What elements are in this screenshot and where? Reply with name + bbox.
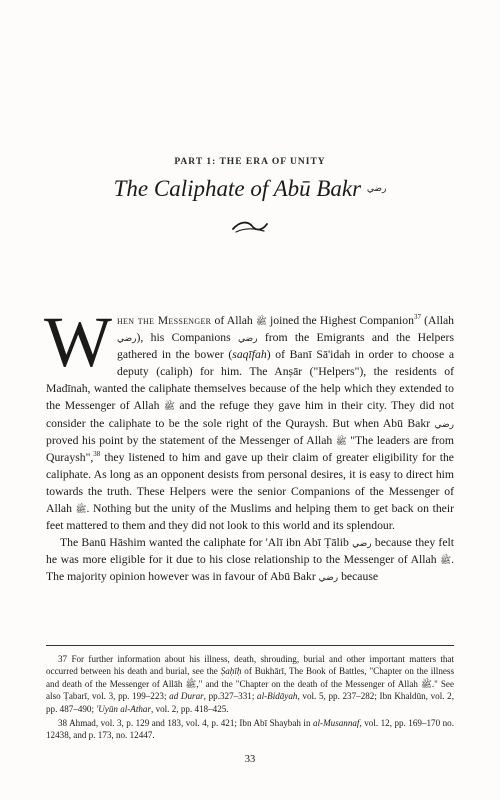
text-span: from the Emigrants and the Helpers gathered in the bower ( bbox=[116, 331, 454, 362]
honorific-icon: رضي bbox=[318, 572, 339, 583]
text-span: ." See also Ṭabarī, vol. 3, pp. 199–223; bbox=[46, 678, 455, 702]
text-span: , pp.327–331; bbox=[203, 691, 258, 702]
paragraph-1 bbox=[44, 302, 455, 534]
honorific-symbol: رضي bbox=[366, 183, 387, 193]
page-number: 33 bbox=[244, 754, 256, 765]
footnote-ref-38[interactable]: 38 bbox=[93, 449, 101, 458]
text-span: , vol. 5, pp. 237–282; Ibn Khaldūn, vol. 2, pp. 487–490; bbox=[46, 691, 455, 714]
salutation-icon: ﷺ bbox=[75, 504, 87, 515]
italic-title: al-Musannaf bbox=[312, 718, 360, 729]
section-label: PART 1: THE ERA OF UNITY bbox=[174, 157, 326, 167]
footnote-ref-37[interactable]: 37 bbox=[413, 313, 421, 321]
text-span: 38 Ahmad, vol. 3, p. 129 and 183, vol. 4, p. 421; Ibn Abī Shaybah in bbox=[58, 718, 313, 729]
footnote-37 bbox=[46, 653, 454, 715]
ornament-flourish-icon bbox=[230, 218, 270, 236]
salutation-icon: ﷺ bbox=[420, 678, 432, 689]
drop-cap: W bbox=[44, 302, 112, 382]
text-span: they listened to him and gave up their claim of greater eligibility for the caliphate. As long as an opponent desists from personal desires, it is easy to direct him towards the truth. These Helpers were the senior Companions of the Messenger of Allah bbox=[46, 450, 454, 516]
text-span: and the refuge they gave him in their city. They did not consider the caliphate to be the sole right of the Quraysh. But when Abū Bakr bbox=[46, 399, 454, 430]
text-span: joined the Highest Companion bbox=[266, 314, 414, 327]
italic-title: Ṣaḥīḥ bbox=[220, 666, 242, 677]
text-span: ," and the "Chapter on the death of the Messenger of Allah bbox=[196, 678, 421, 689]
salutation-icon: رضي bbox=[116, 333, 137, 344]
text-span: , vol. 2, pp. 418–425. bbox=[151, 703, 229, 714]
text-span: . Nothing but the unity of the Muslims and helping them to get back on their feet mattered to them and they did not look to this world and its splendour. bbox=[46, 502, 454, 533]
text-span: because they felt he was more eligible for it due to his close relationship to the Messenger of Allah bbox=[46, 536, 455, 567]
text-span: (Allah bbox=[420, 314, 455, 327]
text-span: , vol. 12, pp. 169–170 no. 12438, and p. 173, no. 12447. bbox=[46, 718, 454, 741]
text-span: ) of Banī Sā'idah in order to choose a deputy (caliph) for him. The Anṣār ("Helpers"), the residents of Madīnah, wanted the caliphate themselves because of the help which they extended to the Messenger of Allah bbox=[46, 348, 455, 413]
footnote-38 bbox=[46, 717, 454, 742]
footnotes bbox=[46, 653, 454, 744]
salutation-icon: ﷺ bbox=[185, 678, 197, 689]
text-span: "The leaders are from Quraysh", bbox=[46, 433, 454, 464]
salutation-icon: ﷺ bbox=[255, 316, 267, 326]
text-span: 37 For further information about his illness, death, shrouding, burial and other important matters that occurred between his death and burial, see the bbox=[46, 654, 454, 677]
italic-title: ad Durar bbox=[169, 691, 204, 702]
salutation-icon: ﷺ bbox=[440, 555, 452, 566]
body-text bbox=[44, 302, 455, 586]
italic-title: al-Bidāyah bbox=[257, 691, 298, 702]
text-span: of Allah bbox=[211, 314, 256, 327]
chapter-title-text: The Caliphate of Abū Bakr bbox=[113, 176, 362, 201]
honorific-icon: رضي bbox=[352, 538, 372, 549]
text-span: of Bukhārī, The Book of Battles, "Chapter on the illness and death of the Messenger of Allāh bbox=[46, 666, 454, 689]
text-span: proved his point by the statement of the Messenger of Allah bbox=[46, 433, 336, 447]
text-span: The Banū Hāshim wanted the caliphate for 'Alī ibn Abī Ṭālib bbox=[60, 536, 353, 550]
chapter-title bbox=[0, 176, 500, 202]
salutation-icon: ﷺ bbox=[335, 435, 347, 446]
footnote-divider bbox=[46, 645, 454, 646]
lead-in-text: hen the Messenger bbox=[116, 314, 212, 327]
italic-term: saqīfah bbox=[232, 348, 267, 362]
salutation-icon: ﷺ bbox=[163, 401, 175, 412]
text-span: because bbox=[338, 570, 379, 584]
honorific-icon: رضي bbox=[238, 333, 258, 344]
text-span: . The majority opinion however was in favour of Abū Bakr bbox=[46, 553, 454, 584]
italic-title: 'Uyūn al-Athar bbox=[96, 703, 152, 714]
text-span: ), his Companions bbox=[136, 331, 238, 345]
paragraph-2 bbox=[46, 534, 454, 585]
honorific-icon: رضي bbox=[434, 418, 454, 429]
